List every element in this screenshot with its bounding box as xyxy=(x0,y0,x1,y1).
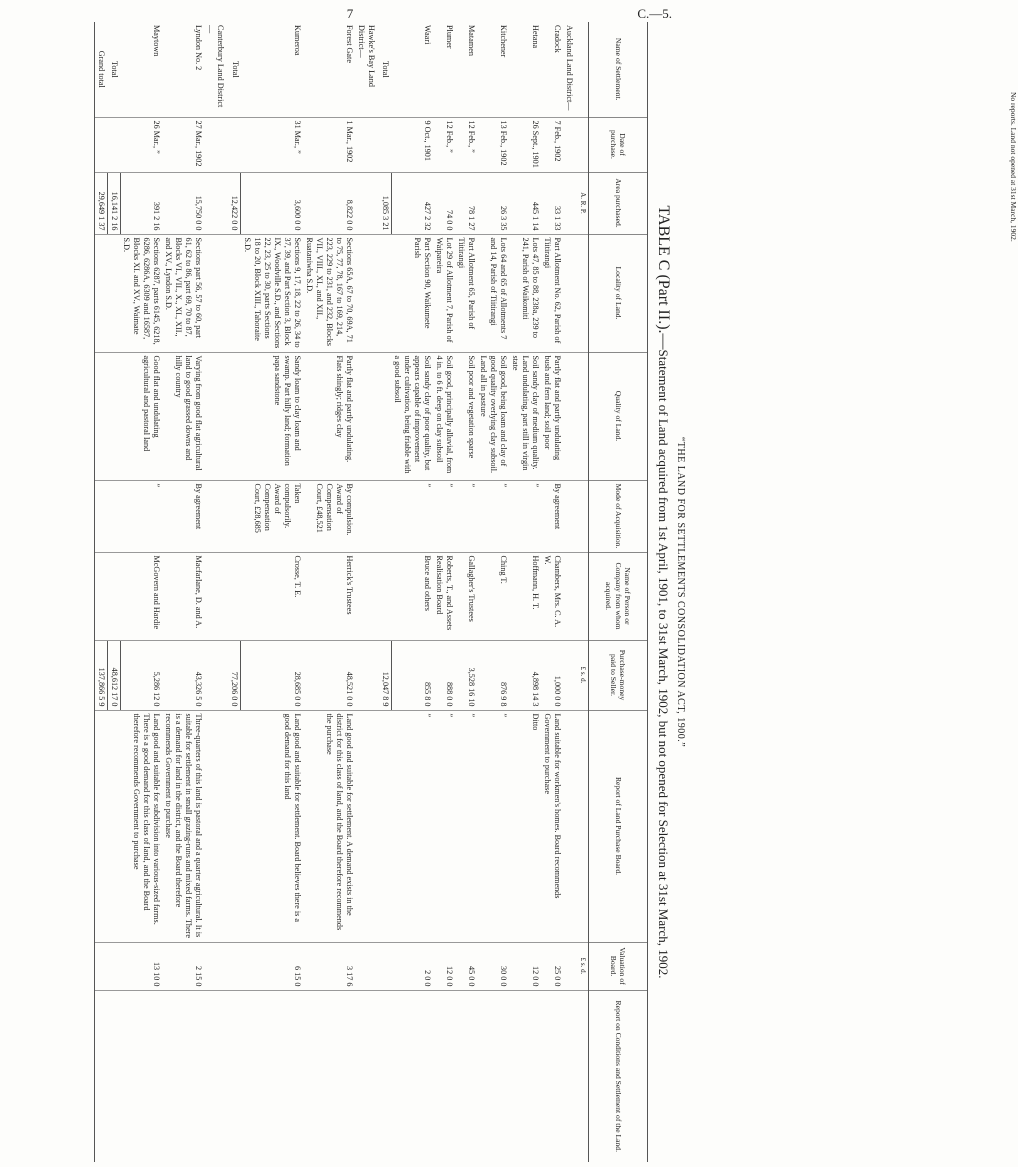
cell-locality: Sections 6287, parts 6145, 6218, 6286, 6286A, 6309 and 16587, Blocks XI. and XV., Waimate S.D. xyxy=(120,234,162,352)
cell-area: 78 1 27 xyxy=(455,172,477,234)
table-title xyxy=(654,22,672,1162)
district-row xyxy=(204,22,228,1162)
total-row xyxy=(107,22,120,1162)
empty-cell xyxy=(107,990,120,1162)
cell-money: 48,521 0 0 xyxy=(303,640,355,710)
district-row xyxy=(355,22,379,1162)
empty-cell xyxy=(563,640,577,710)
cell-name: Matamen xyxy=(467,25,477,56)
cell-quality: Partly flat and partly undulating bush and fern land; soil poor xyxy=(541,352,563,480)
cell-area: 26 3 35 xyxy=(477,172,509,234)
empty-cell xyxy=(204,710,228,942)
empty-cell xyxy=(107,480,120,552)
empty-cell xyxy=(204,640,228,710)
cell-date: 1 Mar., 1902 xyxy=(303,117,355,172)
table-row xyxy=(162,22,204,1162)
total-money: 48,612 17 0 xyxy=(107,640,120,710)
document-reference: C.—5. xyxy=(637,6,672,21)
cell-name: Cradock xyxy=(553,25,563,53)
empty-cell xyxy=(228,234,241,352)
empty-cell xyxy=(563,117,577,172)
header-conditions: Report on Conditions and Settlement of the Land. xyxy=(589,990,648,1162)
cell-name: Kitchener xyxy=(499,25,509,58)
cell-locality: Lots 47, 85 to 88, 238a, 239 to 241, Parish of Waikomiti xyxy=(509,234,541,352)
cell-locality: Sections 9, 17, 18, 22 to 26, 34 to 37, 39, and Part Section 3, Block IX., Woodville S.D., and Sections 22, 23, 25 to 30, parts Sections 18 to 20, Block XIII., Tahoraite S.D. xyxy=(241,234,303,352)
header-date: Date of purchase. xyxy=(589,117,648,172)
money-units: £ s. d. xyxy=(577,640,588,710)
cell-quality: Varying from good flat agricultural land to good grassed downs and hilly country xyxy=(162,352,204,480)
empty-cell xyxy=(355,942,379,990)
page-number: 7 xyxy=(346,6,354,21)
cell-conditions xyxy=(241,990,303,1162)
table-row xyxy=(433,22,455,1162)
cell-quality: Good flat and undulating agricultural and pastoral land xyxy=(120,352,162,480)
total-area: 12,422 0 0 xyxy=(228,172,241,234)
total-area: 16,141 2 16 xyxy=(107,172,120,234)
table-header-row xyxy=(589,22,648,1162)
cell-locality: Part Section 90, Waikumete Parish xyxy=(391,234,433,352)
cell-report: Ditto xyxy=(509,710,541,942)
cell-name: Lyndon No. 2 xyxy=(194,25,204,71)
cell-name: Maytown xyxy=(152,25,162,57)
empty-cell xyxy=(563,942,577,990)
cell-valuation: 25 0 0 xyxy=(541,942,563,990)
cell-money: 5,286 12 0 xyxy=(120,640,162,710)
total-label: Total xyxy=(110,60,120,78)
empty-cell xyxy=(355,640,379,710)
cell-quality: Sandy loam to clay loam and swamp. Part hilly land; formation papa sandstone xyxy=(241,352,303,480)
cell-date: 12 Feb., ” xyxy=(433,117,455,172)
district-name: Auckland Land District— xyxy=(565,25,575,111)
cell-report: ” xyxy=(433,710,455,942)
area-units: A. R. P. xyxy=(577,172,588,234)
empty-cell xyxy=(379,990,392,1162)
settlement-table xyxy=(94,22,648,1162)
cell-person: Hoffmann, H. T. xyxy=(509,552,541,640)
empty-cell xyxy=(228,352,241,480)
empty-cell xyxy=(94,234,107,352)
cell-valuation: 12 0 0 xyxy=(509,942,541,990)
grand-total-money: 137,866 5 9 xyxy=(94,640,107,710)
cell-date: 26 Mar., ” xyxy=(120,117,162,172)
cell-mode: By agreement xyxy=(162,480,204,552)
grand-total-area: 29,649 1 37 xyxy=(94,172,107,234)
district-row xyxy=(563,22,577,1162)
empty-cell xyxy=(107,552,120,640)
empty-cell xyxy=(204,234,228,352)
cell-valuation: 30 0 0 xyxy=(477,942,509,990)
total-row xyxy=(228,22,241,1162)
cell-quality: Soil sandy clay of medium quality. Land undulating, part still in virgin state xyxy=(509,352,541,480)
act-title: “THE LAND FOR SETTLEMENTS CONSOLIDATION ACT, 1900.” xyxy=(675,436,686,748)
empty-cell xyxy=(355,552,379,640)
cell-name: Forest Gate xyxy=(344,25,354,63)
total-label: Total xyxy=(381,60,391,78)
header-valuation: Valuation of Board. xyxy=(589,942,648,990)
table-row xyxy=(455,22,477,1162)
cell-person: McGovern and Hardie xyxy=(120,552,162,640)
cell-mode: ” xyxy=(455,480,477,552)
empty-cell xyxy=(563,480,577,552)
total-row xyxy=(379,22,392,1162)
table-row xyxy=(541,22,563,1162)
cell-mode: By compulsion. Award of Compensation Court, £48,521 xyxy=(303,480,355,552)
empty-cell xyxy=(379,234,392,352)
cell-report: ” xyxy=(455,710,477,942)
conditions-note: No reports. Land not opened at 31st March, 1902. xyxy=(1009,92,1018,242)
cell-valuation: 3 17 6 xyxy=(303,942,355,990)
header-money: Purchase-money paid to Seller. xyxy=(589,640,648,710)
cell-report: Land suitable for workmen's homes. Board recommends Government to purchase xyxy=(541,710,563,942)
cell-person: Bruce and others xyxy=(391,552,433,640)
empty-cell xyxy=(204,480,228,552)
header-report: Report of Land Purchase Board. xyxy=(589,710,648,942)
table-row xyxy=(477,22,509,1162)
empty-cell xyxy=(563,234,577,352)
cell-locality: Lots 64 and 65 of Allotments 7 and 14, Parish of Tiitirangi xyxy=(477,234,509,352)
header-name: Name of Settlement. xyxy=(589,22,648,117)
empty-cell xyxy=(94,552,107,640)
empty-cell xyxy=(107,234,120,352)
total-label: Total xyxy=(230,60,240,78)
empty-cell xyxy=(107,942,120,990)
cell-conditions xyxy=(391,990,433,1162)
table-label: TABLE C (Part II.).— xyxy=(655,205,672,350)
empty-cell xyxy=(355,172,379,234)
table-row xyxy=(303,22,355,1162)
cell-money: 1,000 0 0 xyxy=(541,640,563,710)
cell-person: Crosse, T. E. xyxy=(241,552,303,640)
cell-person: Herrick's Trustees xyxy=(303,552,355,640)
cell-quality: Soil poor and vegetation sparse xyxy=(455,352,477,480)
cell-person: Ching T. xyxy=(477,552,509,640)
district-name: Canterbury Land District— xyxy=(206,25,226,108)
table-caption: Statement of Land acquired from 1st April, 1901, to 31st March, 1902, but not opened for Selection at 31st March, 1902. xyxy=(656,349,671,979)
empty-cell xyxy=(204,172,228,234)
cell-valuation: 12 0 0 xyxy=(433,942,455,990)
empty-cell xyxy=(204,942,228,990)
empty-cell xyxy=(204,117,228,172)
empty-cell xyxy=(94,117,107,172)
cell-area: 391 2 16 xyxy=(120,172,162,234)
cell-area: 33 1 33 xyxy=(541,172,563,234)
cell-locality: Lot 29 of Allotment 7, Parish of Waipareira xyxy=(433,234,455,352)
cell-conditions xyxy=(433,990,455,1162)
cell-area: 74 0 0 xyxy=(433,172,455,234)
empty-cell xyxy=(563,172,577,234)
cell-mode: By agreement xyxy=(541,480,563,552)
cell-valuation: 2 0 0 xyxy=(391,942,433,990)
rotated-table-sheet xyxy=(8,22,688,1162)
cell-quality: Partly flat and partly undulating. Flats shingly; ridges clay xyxy=(303,352,355,480)
empty-cell xyxy=(379,552,392,640)
cell-valuation: 2 15 0 xyxy=(162,942,204,990)
empty-cell xyxy=(379,942,392,990)
cell-conditions xyxy=(162,990,204,1162)
total-money: 12,047 8 9 xyxy=(379,640,392,710)
header-person: Name of Person or Company from whom acquired. xyxy=(589,552,648,640)
cell-date: 26 Sept., 1901 xyxy=(509,117,541,172)
cell-mode: ” xyxy=(477,480,509,552)
cell-mode: ” xyxy=(509,480,541,552)
empty-cell xyxy=(355,710,379,942)
cell-money: 888 0 0 xyxy=(433,640,455,710)
empty-cell xyxy=(379,117,392,172)
empty-cell xyxy=(94,352,107,480)
district-name: Hawke's Bay Land District— xyxy=(356,25,376,87)
empty-cell xyxy=(355,480,379,552)
cell-locality: Sections 65A, 67 to 70, 69A, 71 to 75, 77, 78, 167 to 169, 214, 223, 229 to 231, and 232, Blocks VII., VIII., XI., and XII., Ruataniwha S.D. xyxy=(303,234,355,352)
empty-cell xyxy=(228,942,241,990)
empty-cell xyxy=(228,990,241,1162)
cell-name: Waari xyxy=(423,25,433,45)
empty-cell xyxy=(228,480,241,552)
cell-report: Land good and suitable for settlement. A demand exists in the district for this class of land, and the Board therefore recommends the purchase xyxy=(303,710,355,942)
cell-locality: Sections part 56, 57 to 60, part 61, 62 to 86, part 69, 70 to 87, Blocks VI., VII., X., XI., XII., and XV., Lyndon S.D. xyxy=(162,234,204,352)
cell-report: ” xyxy=(477,710,509,942)
empty-cell xyxy=(107,710,120,942)
cell-mode: ” xyxy=(391,480,433,552)
grand-total-row xyxy=(94,22,107,1162)
cell-area: 15,750 0 0 xyxy=(162,172,204,234)
cell-locality: Part Allotment 65, Parish of Tiitirangi xyxy=(455,234,477,352)
empty-cell xyxy=(228,710,241,942)
empty-cell xyxy=(228,552,241,640)
cell-conditions xyxy=(455,990,477,1162)
cell-person: Gallagher's Trustees xyxy=(455,552,477,640)
empty-cell xyxy=(107,352,120,480)
table-row xyxy=(509,22,541,1162)
table-row xyxy=(120,22,162,1162)
cell-quality: Soil good, principally alluvial, from 4 in. to 6 ft. deep on clay subsoil xyxy=(433,352,455,480)
empty-cell xyxy=(563,990,577,1162)
valuation-units: £ s. d. xyxy=(577,942,588,990)
cell-report: Land good and suitable for subdivision into various-sized farms. There is a good demand for this class of land, and the Board therefore recommends Government to purchase xyxy=(120,710,162,942)
cell-report: Land good and suitable for settlement. Board believes there is a good demand for this land xyxy=(241,710,303,942)
cell-report: Three-quarters of this land is pastoral and a quarter agricultural. It is suitable for settlement in small grazing-runs and mixed farms. There is a demand for land in the district, and the Board therefore recommends Government to purchase xyxy=(162,710,204,942)
cell-money: 43,326 5 0 xyxy=(162,640,204,710)
table-body xyxy=(94,22,588,1162)
empty-cell xyxy=(94,480,107,552)
header-area: Area purchased. xyxy=(589,172,648,234)
cell-conditions xyxy=(509,990,541,1162)
empty-cell xyxy=(94,942,107,990)
cell-area: 8,822 0 0 xyxy=(303,172,355,234)
empty-cell xyxy=(379,480,392,552)
cell-valuation: 13 10 0 xyxy=(120,942,162,990)
empty-cell xyxy=(379,710,392,942)
cell-date: 7 Feb., 1902 xyxy=(541,117,563,172)
cell-person: Roberts, T., and Assets Realisation Board xyxy=(433,552,455,640)
cell-name: Plumer xyxy=(445,25,455,49)
units-row xyxy=(577,22,588,1162)
cell-conditions xyxy=(303,990,355,1162)
header-quality: Quality of Land. xyxy=(589,352,648,480)
cell-name: Kumeroa xyxy=(292,25,302,56)
empty-cell xyxy=(355,234,379,352)
empty-cell xyxy=(204,990,228,1162)
cell-date: 12 Feb., ” xyxy=(455,117,477,172)
table-row xyxy=(241,22,303,1162)
header-locality: Locality of Land. xyxy=(589,234,648,352)
cell-money: 855 8 0 xyxy=(391,640,433,710)
cell-conditions xyxy=(541,990,563,1162)
cell-valuation: 45 0 0 xyxy=(455,942,477,990)
empty-cell xyxy=(204,352,228,480)
cell-date: 27 Mar., 1902 xyxy=(162,117,204,172)
cell-area: 3,600 0 0 xyxy=(241,172,303,234)
empty-cell xyxy=(355,352,379,480)
cell-quality: Soil good, being loam and clay of good quality overlying clay subsoil. Land all in pasture xyxy=(477,352,509,480)
header-mode: Mode of Acquisition. xyxy=(589,480,648,552)
cell-valuation: 6 15 0 xyxy=(241,942,303,990)
cell-money: 876 9 8 xyxy=(477,640,509,710)
cell-locality: Part Allotment No. 62, Parish of Tiitirangi xyxy=(541,234,563,352)
empty-cell xyxy=(379,352,392,480)
cell-date: 13 Feb., 1902 xyxy=(477,117,509,172)
empty-cell xyxy=(204,552,228,640)
empty-cell xyxy=(94,990,107,1162)
cell-date: 9 Oct., 1901 xyxy=(391,117,433,172)
cell-quality: Soil sandy clay of poor quality, but appears capable of improvement under cultivation, being friable with a good subsoil xyxy=(391,352,433,480)
cell-area: 445 1 14 xyxy=(509,172,541,234)
cell-person: Chambers, Mrs. C. A. W. xyxy=(541,552,563,640)
cell-report: ” xyxy=(391,710,433,942)
cell-name: Hetana xyxy=(531,25,541,49)
cell-conditions xyxy=(477,990,509,1162)
cell-date: 31 Mar., ” xyxy=(241,117,303,172)
empty-cell xyxy=(355,117,379,172)
total-money: 77,206 0 0 xyxy=(228,640,241,710)
cell-money: 3,528 16 10 xyxy=(455,640,477,710)
cell-person: Macfarlane, D. and A. xyxy=(162,552,204,640)
cell-mode: ” xyxy=(120,480,162,552)
empty-cell xyxy=(563,710,577,942)
empty-cell xyxy=(107,117,120,172)
cell-money: 4,898 14 3 xyxy=(509,640,541,710)
cell-money: 28,685 0 0 xyxy=(241,640,303,710)
cell-area: 427 2 32 xyxy=(391,172,433,234)
cell-mode: ” xyxy=(433,480,455,552)
empty-cell xyxy=(228,117,241,172)
empty-cell xyxy=(355,990,379,1162)
empty-cell xyxy=(563,352,577,480)
table-row xyxy=(391,22,433,1162)
total-area: 1,085 3 21 xyxy=(379,172,392,234)
empty-cell xyxy=(94,710,107,942)
grand-total-label: Grand total xyxy=(94,22,107,117)
cell-mode: Taken compulsorily. Award of Compensation Court, £28,685 xyxy=(241,480,303,552)
cell-conditions xyxy=(120,990,162,1162)
empty-cell xyxy=(563,552,577,640)
